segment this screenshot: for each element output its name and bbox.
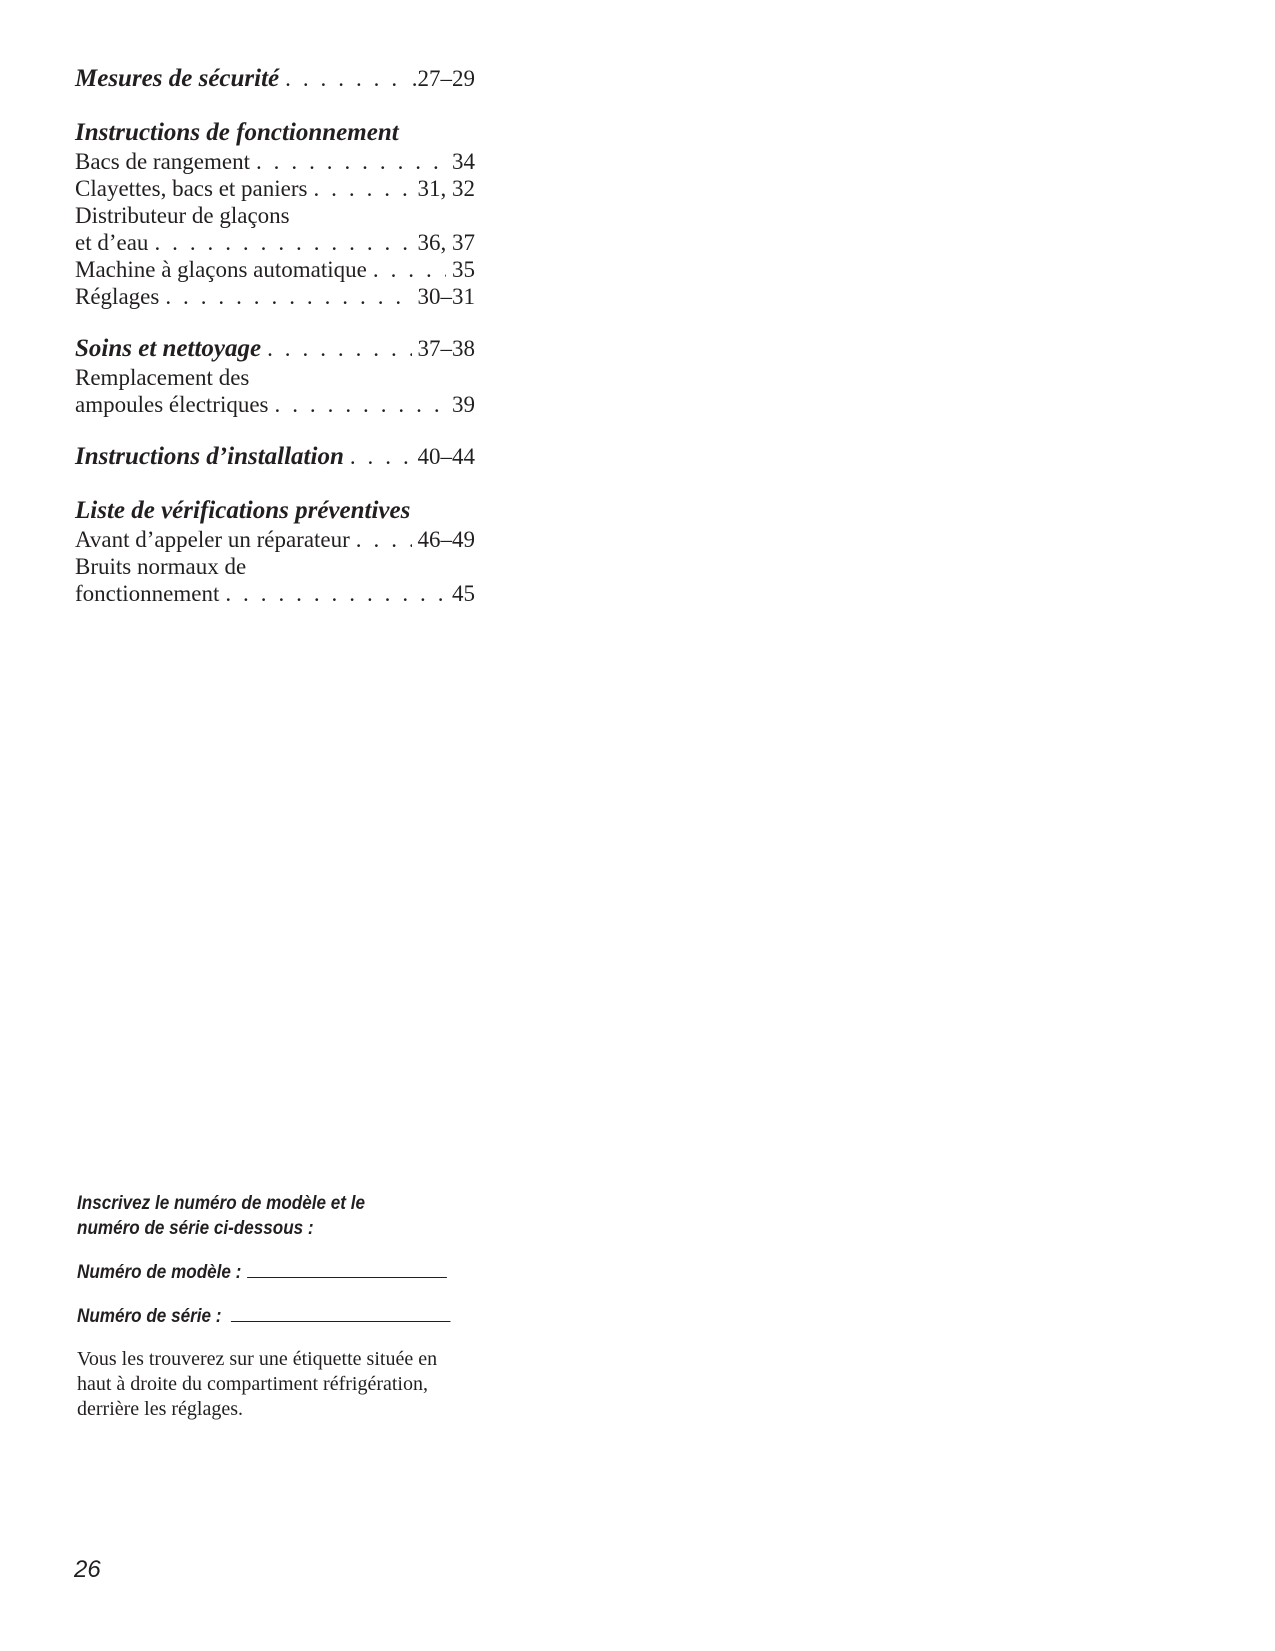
toc-entry [75,391,475,418]
toc-entry [75,580,475,607]
toc-page-number: 39 [452,392,475,417]
dot-leader [275,391,446,418]
record-instructions [77,1191,473,1241]
dot-leader [356,526,412,553]
toc-page-number: 35 [452,257,475,282]
model-serial-record [77,1191,517,1422]
toc-heading-title: Instructions de fonctionnement [75,119,399,146]
toc-heading-operating [75,118,475,148]
toc-entry-label: Remplacement des [75,365,250,390]
toc-section-installation [75,442,475,472]
dot-leader [267,334,411,364]
toc-entry-label: ampoules électriques [75,392,269,417]
page-number: 26 [74,1556,101,1583]
serial-number-blank-line [230,1303,450,1322]
toc-page-number: 31, 32 [417,176,475,201]
toc-heading-safety [75,64,475,94]
toc-page-number: .27–29 [411,66,475,91]
toc-heading-title: Liste de vérifications préventives [75,497,411,524]
toc-entry-line [75,553,475,580]
model-number-label: Numéro de modèle : [77,1262,242,1283]
toc-heading-title: Instructions d’installation [75,443,344,470]
toc-entry [75,175,475,202]
toc-entry-label: et d’eau [75,230,149,255]
serial-number-label: Numéro de série : [77,1306,222,1327]
toc-entry [75,256,475,283]
toc-section-safety [75,64,475,94]
toc-section-troubleshooting [75,496,475,607]
toc-page-number: 45 [452,581,475,606]
model-number-field [77,1259,491,1285]
toc-page-number: 36, 37 [417,230,475,255]
toc-heading-title: Mesures de sécurité [75,65,280,92]
toc-entry [75,526,475,553]
toc-page-number: 37–38 [417,336,475,361]
toc-page-number: 40–44 [417,444,475,469]
toc-entry [75,148,475,175]
dot-leader [154,229,411,256]
dot-leader [373,256,446,283]
toc-heading-troubleshooting [75,496,475,526]
toc-entry-label: Clayettes, bacs et paniers [75,176,308,201]
toc-entry [75,229,475,256]
toc-section-care [75,334,475,418]
table-of-contents [75,64,475,631]
toc-entry-line [75,202,475,229]
dot-leader [165,283,411,310]
toc-entry [75,283,475,310]
toc-heading-title: Soins et nettoyage [75,335,262,362]
toc-page-number: 34 [452,149,475,174]
toc-heading-care [75,334,475,364]
toc-entry-label: Machine à glaçons automatique [75,257,367,282]
toc-entry-label: Bruits normaux de [75,554,247,579]
toc-entry-label: Réglages [75,284,160,309]
toc-entry-line [75,364,475,391]
toc-entry-label: Avant d’appeler un réparateur [75,527,350,552]
note-line: Vous les trouverez sur une étiquette située en [77,1348,438,1370]
toc-section-operating [75,118,475,310]
record-intro-line: numéro de série ci-dessous : [77,1218,314,1239]
toc-entry-label: fonctionnement [75,581,220,606]
serial-number-field [77,1303,491,1329]
dot-leader [313,175,411,202]
dot-leader [350,442,412,472]
record-intro-line: Inscrivez le numéro de modèle et le [77,1193,365,1214]
label-location-note [77,1347,517,1422]
note-line: derrière les réglages. [77,1398,244,1420]
model-number-blank-line [247,1259,447,1278]
dot-leader [225,580,446,607]
toc-page-number: 30–31 [417,284,475,309]
toc-heading-installation [75,442,475,472]
toc-page-number: 46–49 [417,527,475,552]
toc-entry-label: Bacs de rangement [75,149,250,174]
dot-leader [256,148,446,175]
toc-entry-label: Distributeur de glaçons [75,203,290,228]
dot-leader [285,64,406,94]
note-line: haut à droite du compartiment réfrigération, [77,1373,428,1395]
